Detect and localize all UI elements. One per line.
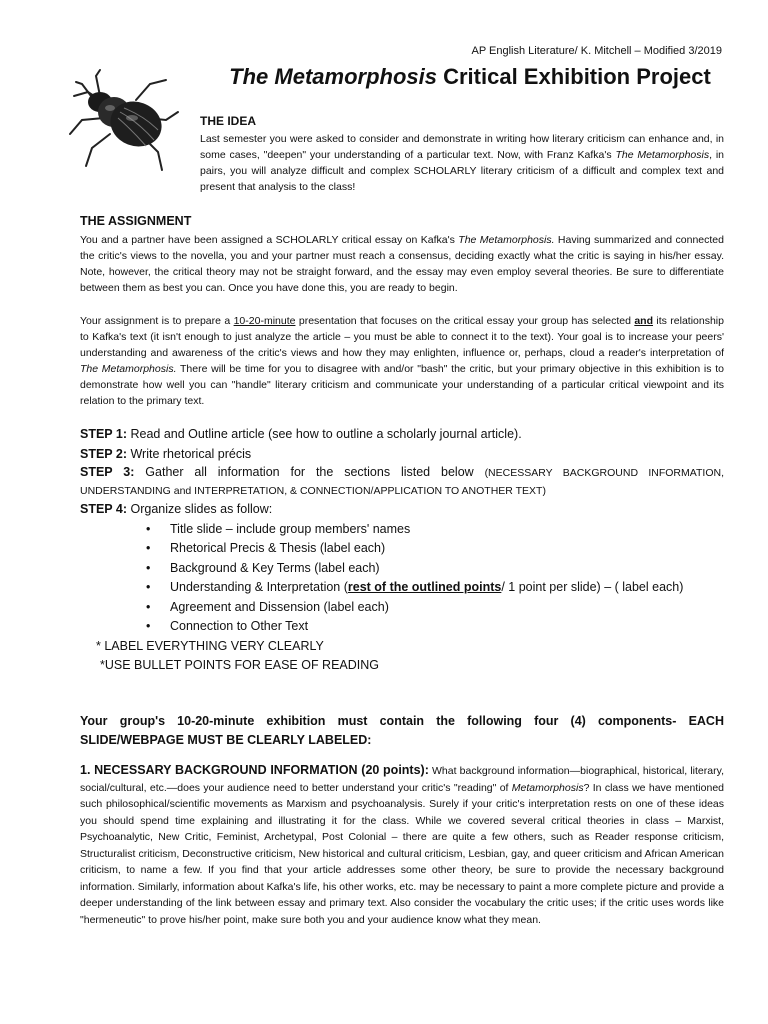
- page-title: [200, 64, 740, 90]
- p2-text-a: Your assignment is to prepare a: [80, 315, 234, 327]
- title-italic: The Metamorphosis: [229, 64, 437, 89]
- step-2: [80, 445, 724, 465]
- assignment-heading: THE ASSIGNMENT: [80, 214, 192, 228]
- idea-text-a: Last semester you were asked to consider and demonstrate in writing how literary criticism can enhance and, in some cases, "deepen" your understanding of a particular text. Now, with Franz Kafka's: [200, 133, 724, 161]
- p2-text-d: There will be time for you to disagree with and/or "bash" the critic, but your primary objective in this exhibition is to demonstrate how well you can "handle" literary criticism and communicate your understanding of a particular critical viewpoint and its relation to the primary text.: [80, 363, 724, 407]
- course-header: AP English Literature/ K. Mitchell – Modified 3/2019: [471, 45, 722, 57]
- note-bullet-points: *USE BULLET POINTS FOR EASE OF READING: [100, 658, 379, 672]
- assignment-paragraph-1: [80, 232, 724, 296]
- step-4-text: Organize slides as follow:: [127, 502, 273, 516]
- bullet-3-text: Background & Key Terms (label each): [170, 560, 380, 575]
- assignment-paragraph-2: [80, 313, 724, 409]
- bullet-icon: •: [146, 619, 151, 633]
- bullet-6-text: Connection to Other Text: [170, 619, 309, 633]
- list-item: [80, 617, 724, 637]
- bullet-4-text-a: Understanding & Interpretation (: [170, 580, 348, 594]
- p1-text-b: Having summarized and connected the critic's views to the novella, you and your partner must reach a consensus, deciding exactly what the critic is saying in his/her essay. Note, however, the critical theory may not be straight forward, and the essay may even employ several theories. Be sure to differentiate between them as best you can. Once you have done this, you are ready to begin.: [80, 234, 724, 294]
- idea-paragraph: [200, 131, 724, 195]
- idea-heading: THE IDEA: [200, 114, 257, 128]
- section-1-text-a: What background information—biographical, historical, literary, social/cultural, etc.—does your audience need to better understand your critic's "reading" of: [80, 765, 724, 794]
- step-3-text: Gather all information for the sections listed below: [134, 465, 485, 479]
- bullet-icon: •: [146, 541, 151, 555]
- step-1-label: STEP 1:: [80, 427, 128, 441]
- section-1-italic: Metamorphosis: [511, 781, 584, 794]
- bullet-1-text: Title slide – include group members' names: [170, 521, 411, 536]
- bullet-icon: •: [146, 580, 151, 594]
- step-2-text: Write rhetorical précis: [127, 446, 252, 461]
- step-3: [80, 464, 724, 500]
- bullet-icon: •: [146, 521, 151, 536]
- bullet-4-text-b: / 1 point per slide) – ( label each): [501, 580, 684, 594]
- p2-text-b: presentation that focuses on the critical essay your group has selected: [295, 315, 635, 327]
- beetle-icon: [66, 62, 182, 174]
- p1-text-a: You and a partner have been assigned a SCHOLARLY critical essay on Kafka's: [80, 234, 459, 246]
- p2-underline: 10-20-minute: [233, 315, 296, 327]
- section-1-text-b: ? In class we have mentioned such philosophical/scientific movements as Marxism and psychoanalysis. Surely if your critic's interpretation rests on one of these ideas you should spend time explaining and illustrating it for the class. While we covered several critical theories in class – Marxist, Psychoanalytic, New Critic, Feminist, Archetypal, Post Colonial – there are quite a few others, such as Reader response criticism, Structuralist criticism, Deconstructive criticism, New historical and cultural criticism, Lesbian, gay, and queer criticism and African American criticism, to name a few. If you find that your article addresses some other theory, be sure to provide the necessary background information. Similarly, information about Kafka's life, his other works, etc. may be necessary to paint a more complete picture and provide a deeper understanding of the link between essay and primary text. Also consider the vocabulary the critic uses; if the critic uses words like "hermeneutic" to prove his/her point, make sure both you and your audience know what they mean.: [80, 781, 724, 926]
- section-1-lead: 1. NECESSARY BACKGROUND INFORMATION (20 points):: [80, 763, 429, 777]
- bullet-icon: •: [146, 560, 151, 575]
- bullet-2-text: Rhetorical Precis & Thesis (label each): [170, 541, 386, 555]
- bullet-4-underline: rest of the outlined points: [347, 580, 502, 594]
- bullet-icon: •: [146, 599, 151, 614]
- p2-text-c: its relationship to Kafka's text (it isn't enough to just analyze the article – you must be able to connect it to the text). Your goal is to increase your peers' understanding and awareness of the critic's views and how they may enlighten, influence or, perhaps, cloud a reader's interpretation of: [80, 315, 724, 359]
- list-item: [80, 539, 724, 559]
- slide-list: [80, 520, 724, 637]
- step-3-small: (NECESSARY BACKGROUND INFORMATION, UNDERSTANDING and INTERPRETATION, & CONNECTION/APPLICATION TO ANOTHER TEXT): [80, 467, 724, 497]
- idea-text-italic: The Metamorphosis: [615, 149, 710, 161]
- list-item: [80, 578, 724, 598]
- bullet-5-text: Agreement and Dissension (label each): [170, 599, 389, 614]
- p2-and: and: [634, 315, 654, 327]
- p1-italic: The Metamorphosis.: [458, 234, 555, 246]
- p2-italic: The Metamorphosis.: [80, 363, 177, 375]
- note-label-clearly: * LABEL EVERYTHING VERY CLEARLY: [96, 638, 324, 653]
- steps-section: [80, 425, 724, 676]
- idea-text-b: , in pairs, you will analyze difficult and complex SCHOLARLY literary criticism of a difficult and complex text and present that analysis to the class!: [200, 149, 724, 193]
- step-3-label: STEP 3:: [80, 465, 135, 479]
- components-heading: Your group's 10-20-minute exhibition must contain the following four (4) components- EACH SLIDE/WEBPAGE MUST BE CLEARLY LABELED:: [80, 714, 724, 747]
- section-1-paragraph: [80, 762, 724, 928]
- list-item: [80, 559, 724, 579]
- list-item: [80, 520, 724, 540]
- step-4-label: STEP 4:: [80, 502, 128, 516]
- step-1-text: Read and Outline article (see how to outline a scholarly journal article).: [127, 427, 522, 441]
- title-rest: Critical Exhibition Project: [436, 64, 711, 89]
- step-1: [80, 425, 724, 445]
- list-item: [80, 598, 724, 618]
- step-4: [80, 500, 724, 520]
- step-2-label: STEP 2:: [80, 446, 128, 461]
